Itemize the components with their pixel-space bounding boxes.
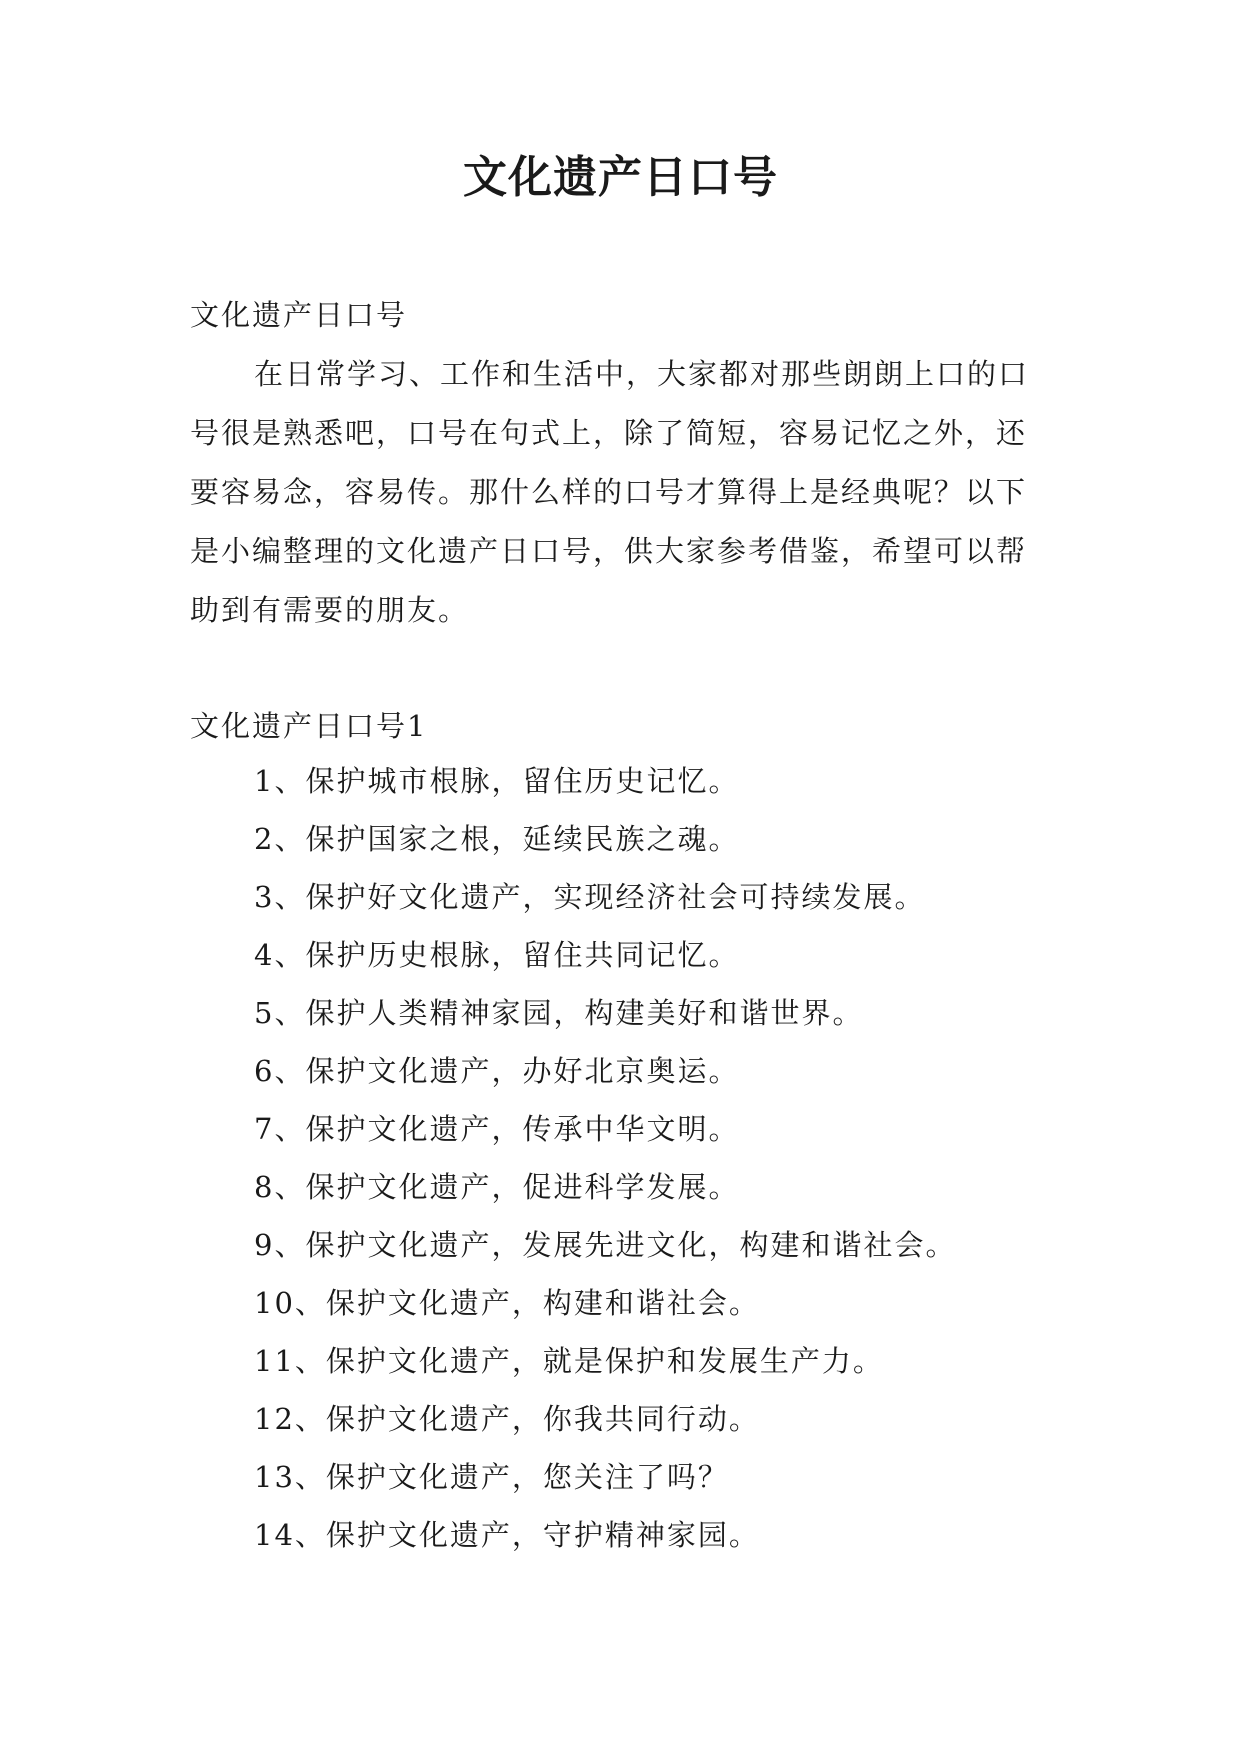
slogan-item: 7、保护文化遗产，传承中华文明。 xyxy=(254,1112,740,1146)
document-title: 文化遗产日口号 xyxy=(463,152,778,203)
slogan-item: 8、保护文化遗产，促进科学发展。 xyxy=(254,1170,740,1204)
section-heading: 文化遗产日口号1 xyxy=(190,709,428,743)
document-subtitle: 文化遗产日口号 xyxy=(190,298,408,332)
slogan-list xyxy=(254,752,1054,1564)
slogan-item: 5、保护人类精神家园，构建美好和谐世界。 xyxy=(254,996,864,1030)
slogan-item: 13、保护文化遗产，您关注了吗？ xyxy=(254,1460,729,1494)
slogan-item: 2、保护国家之根，延续民族之魂。 xyxy=(254,822,740,856)
slogan-item: 10、保护文化遗产，构建和谐社会。 xyxy=(254,1286,760,1320)
slogan-item: 14、保护文化遗产，守护精神家园。 xyxy=(254,1518,760,1552)
slogan-item: 11、保护文化遗产，就是保护和发展生产力。 xyxy=(254,1344,884,1378)
slogan-item: 9、保护文化遗产，发展先进文化，构建和谐社会。 xyxy=(254,1228,957,1262)
slogan-item: 1、保护城市根脉，留住历史记忆。 xyxy=(254,764,740,798)
slogan-item: 3、保护好文化遗产，实现经济社会可持续发展。 xyxy=(254,880,926,914)
slogan-item: 6、保护文化遗产，办好北京奥运。 xyxy=(254,1054,740,1088)
slogan-item: 4、保护历史根脉，留住共同记忆。 xyxy=(254,938,740,972)
intro-paragraph: 在日常学习、工作和生活中，大家都对那些朗朗上口的口号很是熟悉吧，口号在句式上，除了简短，容易记忆之外，还要容易念，容易传。那什么样的口号才算得上是经典呢？以下是小编整理的文化遗产日口号，供大家参考借鉴，希望可以帮助到有需要的朋友。 xyxy=(190,357,1030,627)
slogan-item: 12、保护文化遗产，你我共同行动。 xyxy=(254,1402,760,1436)
